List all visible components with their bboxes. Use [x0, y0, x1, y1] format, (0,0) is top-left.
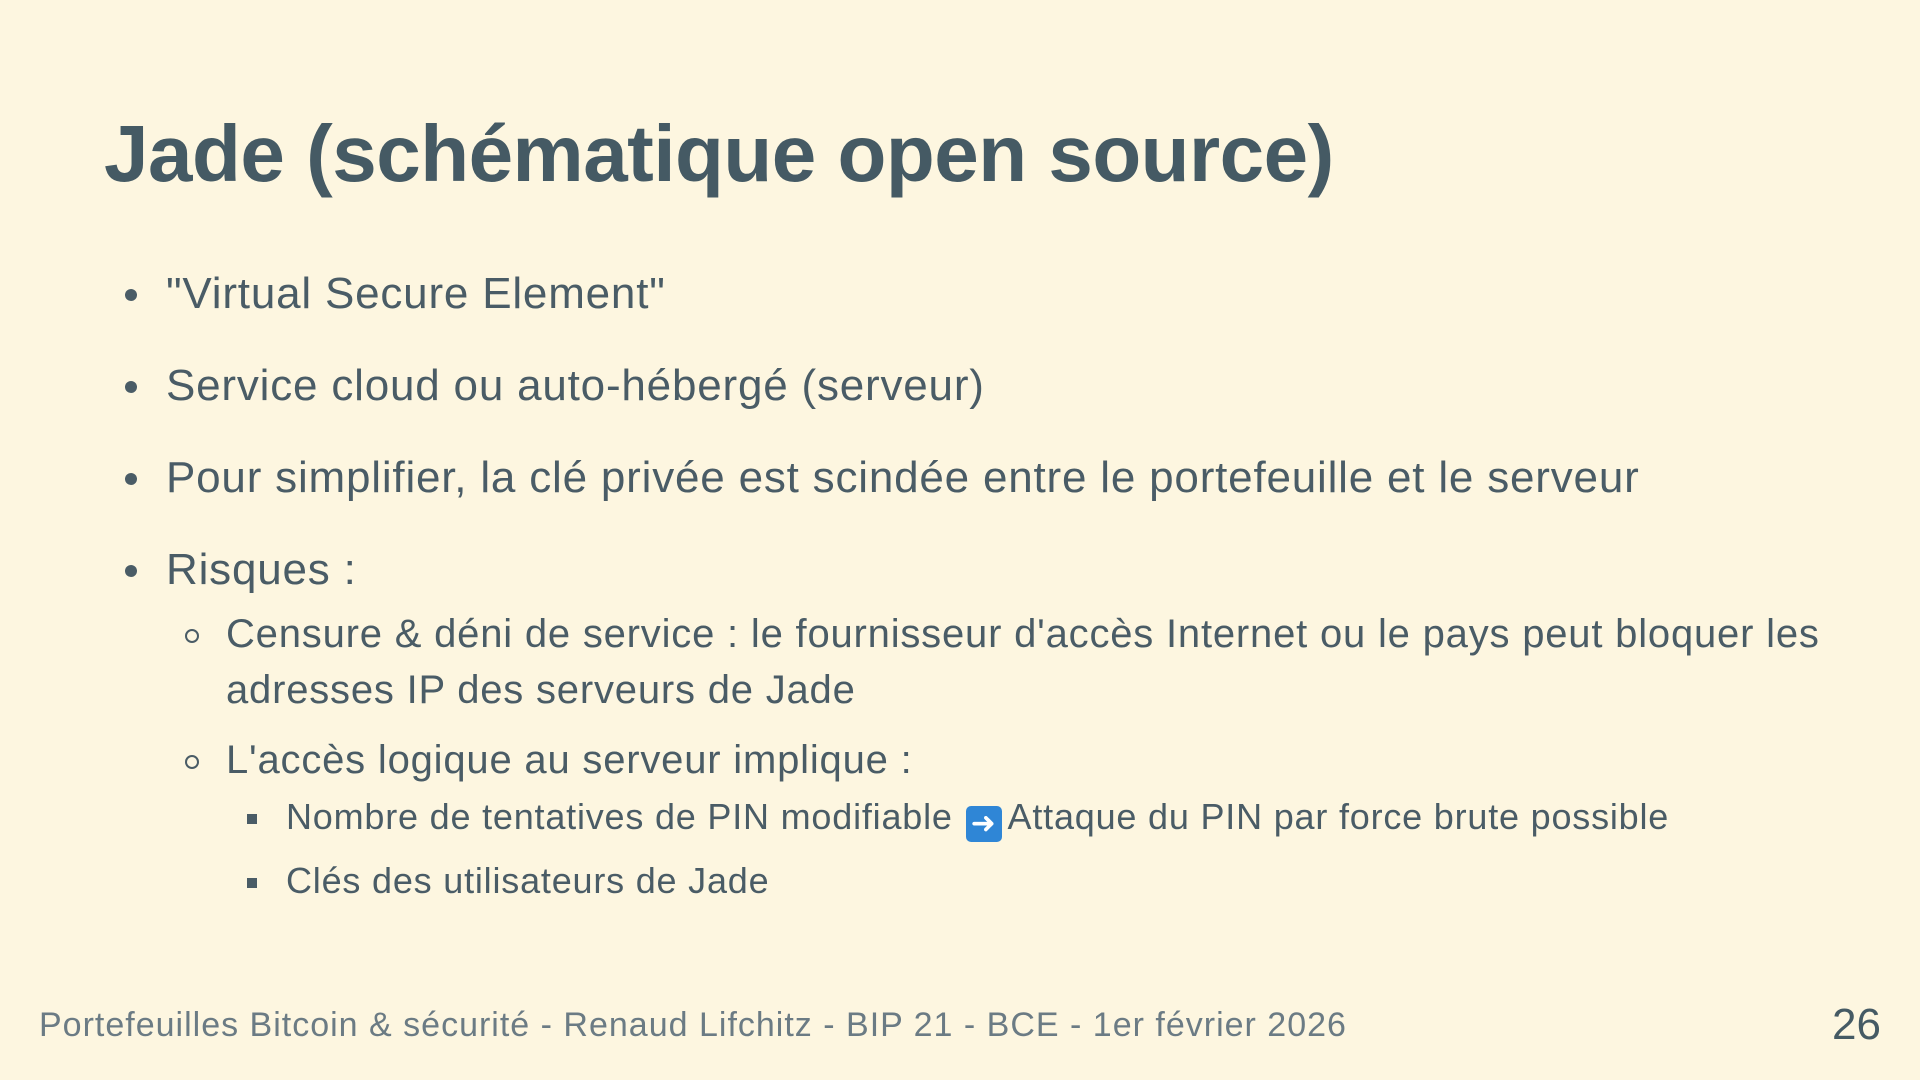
- bullet-list: [104, 262, 1854, 906]
- risks-sublist: [166, 606, 1854, 906]
- sub-sub-bullet-item: [226, 856, 1854, 906]
- page-number: 26: [1832, 1000, 1881, 1049]
- slide-content: [104, 262, 1854, 934]
- bullet-item: [104, 446, 1854, 510]
- bullet-item-risks: [104, 538, 1854, 906]
- sub-sub-bullet-text: Attaque du PIN par force brute possible: [1007, 796, 1670, 837]
- sub-bullet-item: [166, 732, 1854, 906]
- implications-sublist: [226, 792, 1854, 906]
- bullet-text: "Virtual Secure Element": [166, 269, 666, 318]
- slide-footer: Portefeuilles Bitcoin & sécurité - Renaud Lifchitz - BIP 21 - BCE - 1er février 2026: [39, 1006, 1347, 1044]
- bullet-item: [104, 354, 1854, 418]
- right-arrow-icon: ➜: [966, 806, 1002, 842]
- sub-bullet-text: L'accès logique au serveur implique :: [226, 738, 913, 782]
- bullet-text: Service cloud ou auto-hébergé (serveur): [166, 361, 985, 410]
- sub-sub-bullet-item: [226, 792, 1854, 842]
- sub-sub-bullet-text: Nombre de tentatives de PIN modifiable: [286, 796, 953, 837]
- bullet-text: Pour simplifier, la clé privée est scindée entre le portefeuille et le serveur: [166, 453, 1640, 502]
- bullet-text: Risques :: [166, 545, 357, 594]
- slide-title: Jade (schématique open source): [104, 109, 1334, 198]
- sub-bullet-text: Censure & déni de service : le fournisseur d'accès Internet ou le pays peut bloquer les adresses IP des serveurs de Jade: [226, 612, 1820, 712]
- sub-bullet-item: [166, 606, 1854, 718]
- sub-sub-bullet-text: Clés des utilisateurs de Jade: [286, 860, 770, 901]
- bullet-item: [104, 262, 1854, 326]
